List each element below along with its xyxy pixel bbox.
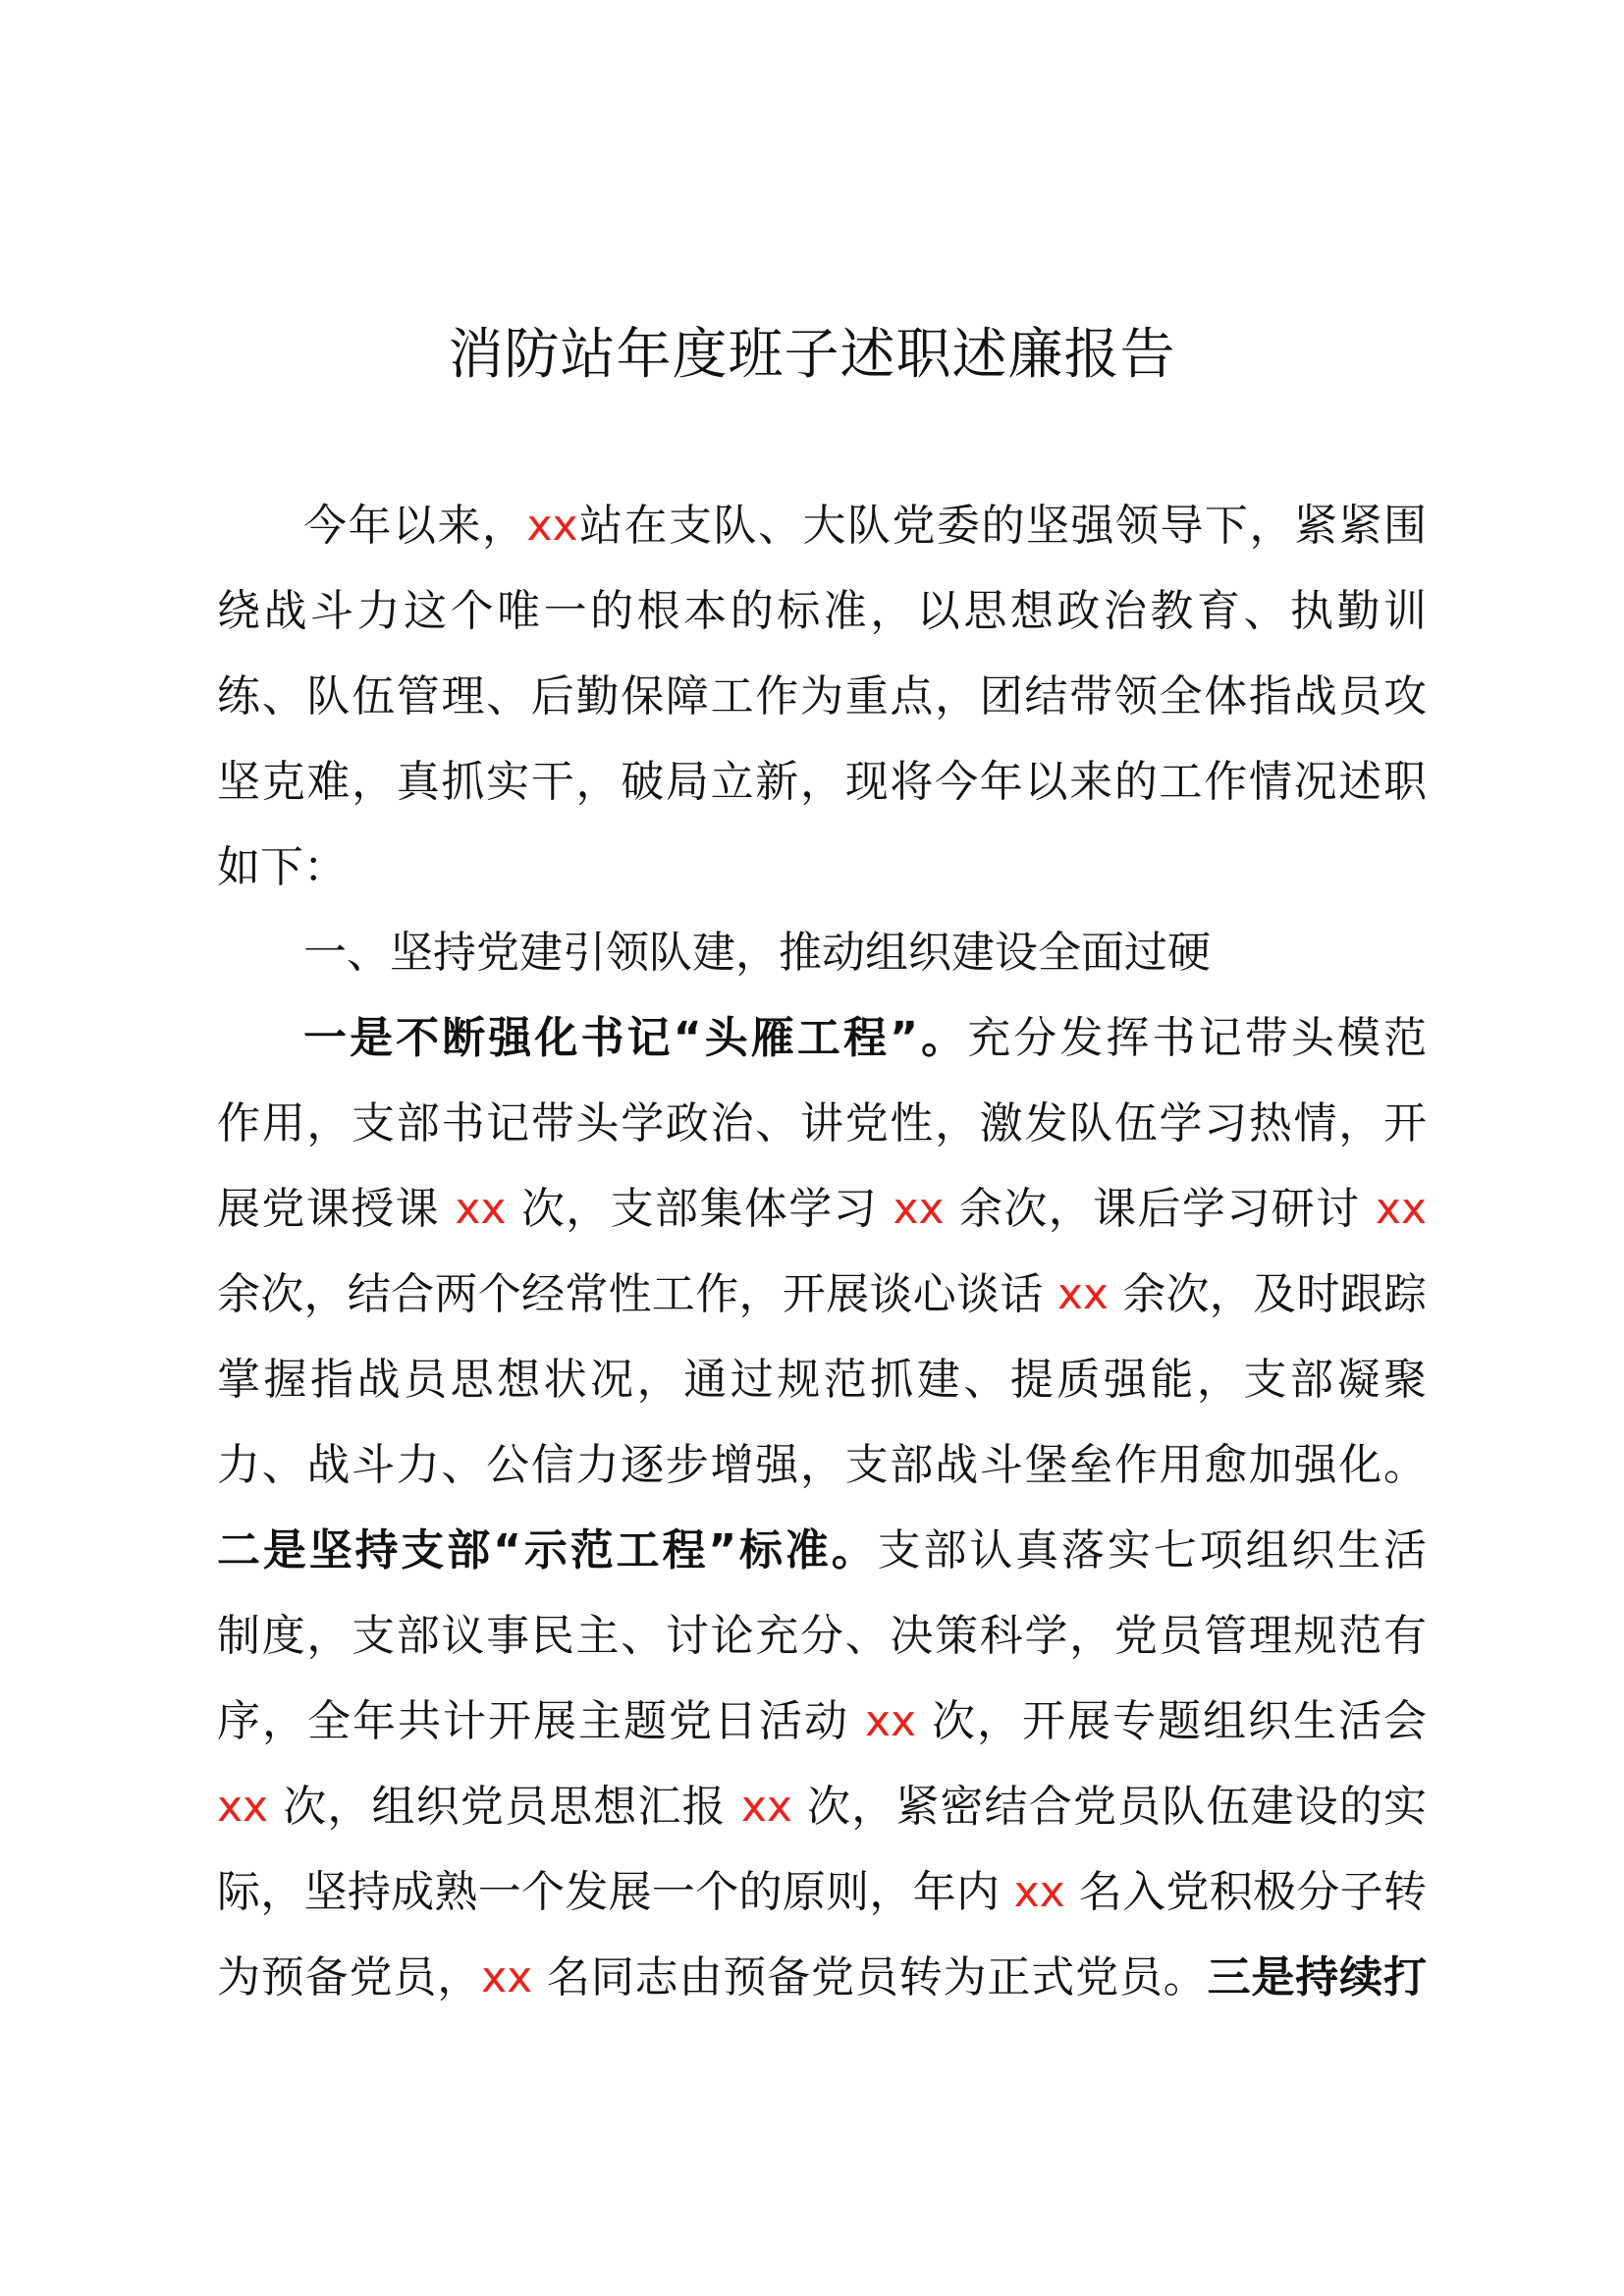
text-run: 充分发挥书记带头模范 [967, 1013, 1427, 1063]
bold-lead: 一是不断强化书记“头雁工程”。 [303, 1013, 968, 1063]
para2-line3 [217, 1166, 1427, 1252]
para1-line4: 坚克难，真抓实干，破局立新，现将今年以来的工作情况述职 [217, 757, 1427, 807]
document-title: 消防站年度班子述职述廉报告 [448, 323, 1176, 387]
placeholder-xx: xx [893, 1184, 945, 1234]
placeholder-xx: xx [526, 501, 578, 551]
text-run: 站在支队、大队党委的坚强领导下，紧紧围 [577, 501, 1427, 551]
placeholder-xx: xx [481, 1952, 533, 2002]
text-run: 名入党积极分子转 [1064, 1867, 1427, 1917]
para2-line8: 制度，支部议事民主、讨论充分、决策科学，党员管理规范有 [217, 1611, 1427, 1661]
para2-line10 [217, 1764, 1427, 1849]
text-run: 为预备党员， [217, 1952, 482, 2002]
text-run: 余次，及时跟踪 [1108, 1269, 1427, 1319]
document-body [217, 483, 1427, 2020]
text-run: 今年以来， [303, 501, 527, 551]
para2-line2: 作用，支部书记带头学政治、讲党性，激发队伍学习热情，开 [217, 1098, 1427, 1148]
section-heading-1: 一、坚持党建引领队建，推动组织建设全面过硬 [303, 928, 1211, 978]
bold-lead: 三是持续打 [1207, 1952, 1427, 2002]
text-run: 序，全年共计开展主题党日活动 [217, 1696, 865, 1746]
text-run: 次，紧密结合党员队伍建设的实 [791, 1782, 1427, 1832]
placeholder-xx: xx [1013, 1867, 1065, 1917]
para2-line4 [217, 1252, 1427, 1337]
placeholder-xx: xx [1375, 1184, 1427, 1234]
para2-line7 [217, 1508, 1427, 1593]
para2-line11 [217, 1849, 1427, 1935]
para1-line1 [217, 483, 1427, 568]
text-run: 次，开展专题组织生活会 [916, 1696, 1427, 1746]
para1-line2: 绕战斗力这个唯一的根本的标准，以思想政治教育、执勤训 [217, 586, 1427, 636]
text-run: 支部认真落实七项组织生活 [877, 1525, 1427, 1575]
para2-line1 [217, 995, 1427, 1081]
para2-line5: 掌握指战员思想状况，通过规范抓建、提质强能，支部凝聚 [217, 1355, 1427, 1405]
placeholder-xx: xx [217, 1782, 269, 1832]
placeholder-xx: xx [864, 1696, 917, 1746]
para1-line3: 练、队伍管理、后勤保障工作为重点，团结带领全体指战员攻 [217, 671, 1427, 721]
para2-line6: 力、战斗力、公信力逐步增强，支部战斗堡垒作用愈加强化。 [217, 1440, 1427, 1490]
bold-lead: 二是坚持支部“示范工程”标准。 [217, 1525, 878, 1575]
text-run: 名同志由预备党员转为正式党员。 [532, 1952, 1208, 2002]
para1-line5: 如下： [217, 842, 347, 892]
placeholder-xx: xx [740, 1782, 792, 1832]
text-run: 际，坚持成熟一个发展一个的原则，年内 [217, 1867, 1014, 1917]
text-run: 展党课授课 [217, 1184, 456, 1234]
text-run: 余次，结合两个经常性工作，开展谈心谈话 [217, 1269, 1057, 1319]
placeholder-xx: xx [1056, 1269, 1109, 1319]
placeholder-xx: xx [455, 1184, 507, 1234]
para2-line9 [217, 1679, 1427, 1764]
para2-line12 [217, 1935, 1427, 2020]
text-run: 余次，课后学习研讨 [944, 1184, 1376, 1234]
text-run: 次，组织党员思想汇报 [268, 1782, 741, 1832]
text-run: 次，支部集体学习 [506, 1184, 893, 1234]
